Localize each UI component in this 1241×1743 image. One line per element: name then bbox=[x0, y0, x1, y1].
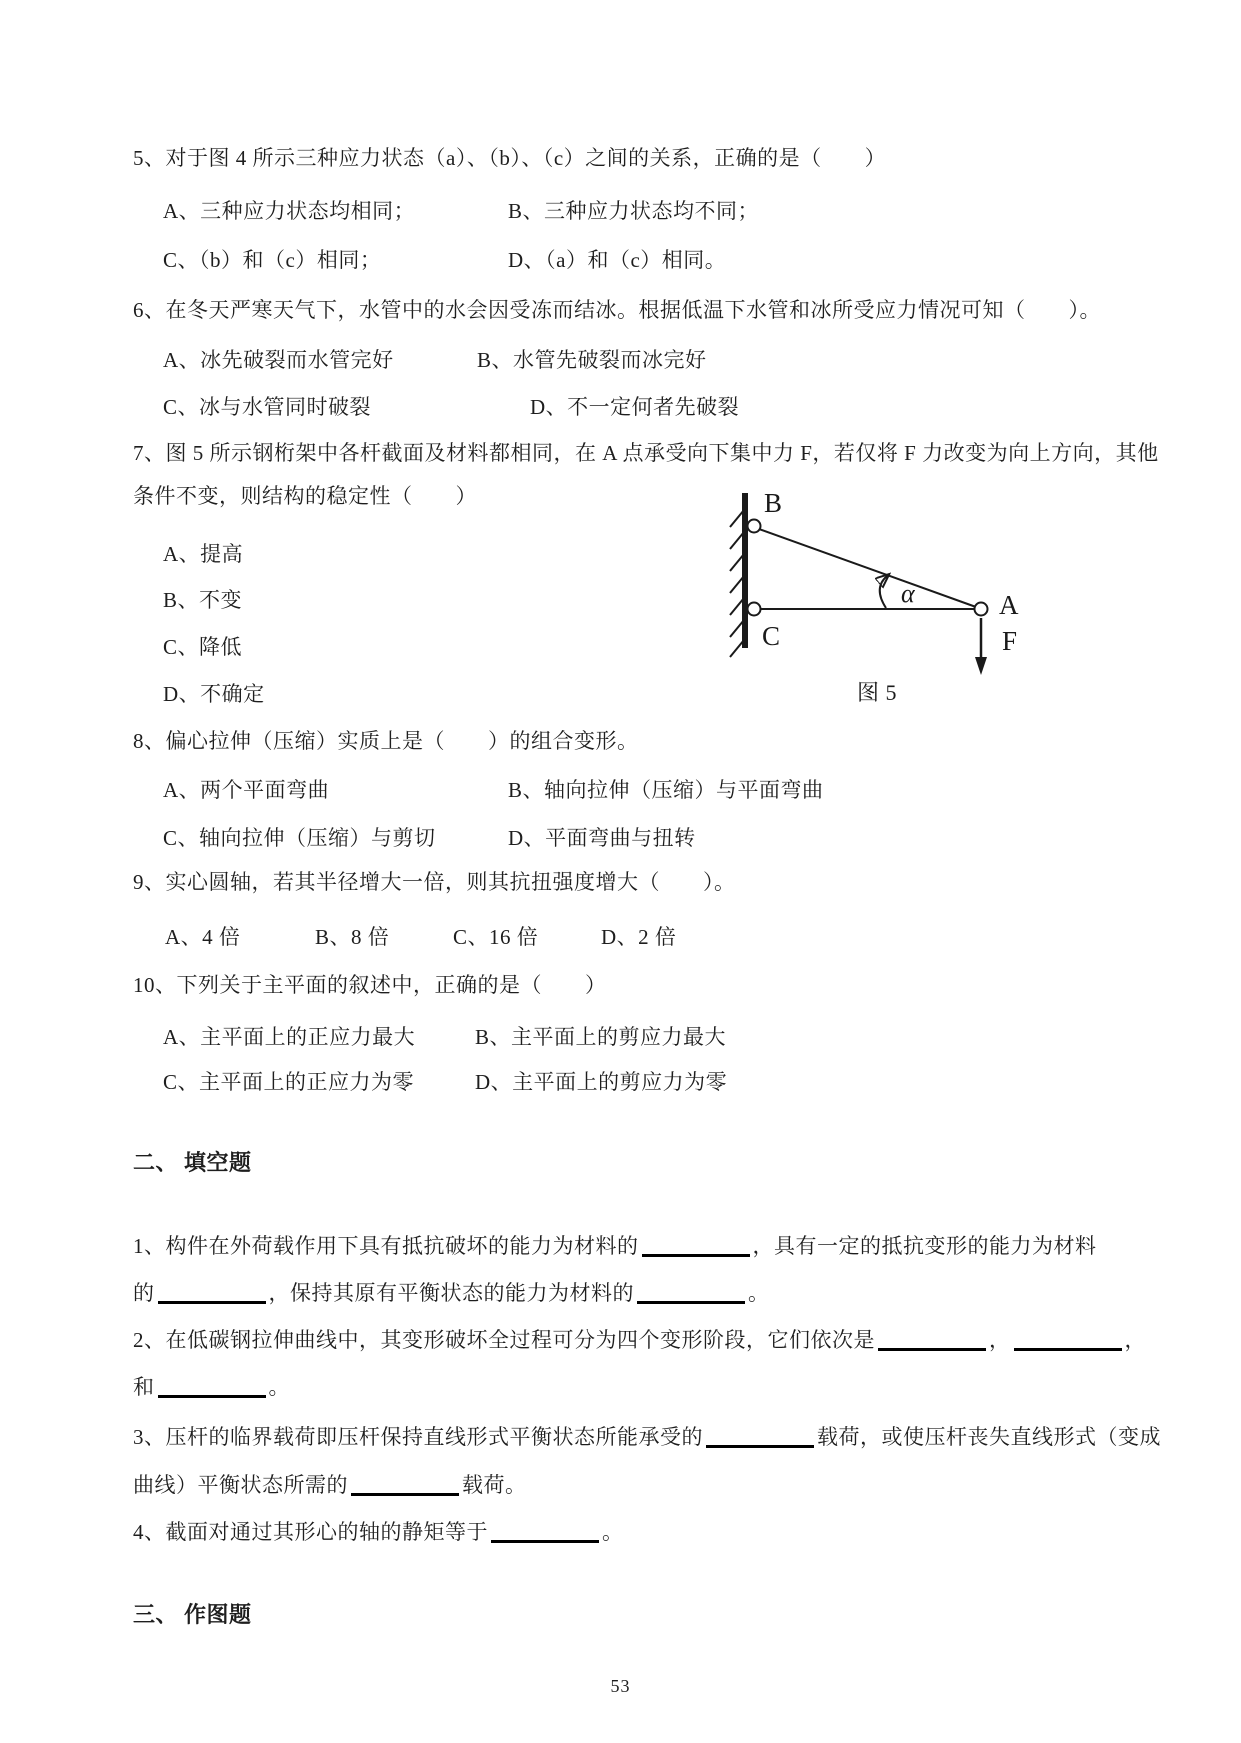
fill-q4-l1-text1: 4、截面对通过其形心的轴的静矩等于 bbox=[133, 1520, 488, 1544]
q10-option-b: B、主平面上的剪应力最大 bbox=[475, 1025, 727, 1049]
fill-q3-l2-text2: 载荷。 bbox=[462, 1473, 527, 1497]
q8-option-a: A、两个平面弯曲 bbox=[163, 778, 330, 802]
q9-option-b: B、8 倍 bbox=[315, 925, 390, 949]
q7-option-b: B、不变 bbox=[163, 588, 243, 612]
label-force-f: F bbox=[1002, 626, 1018, 656]
q10-option-a: A、主平面上的正应力最大 bbox=[163, 1025, 416, 1049]
q10-option-c: C、主平面上的正应力为零 bbox=[163, 1070, 415, 1094]
q6-option-c: C、冰与水管同时破裂 bbox=[163, 395, 372, 419]
fill-q2-l1-text3: ， bbox=[1124, 1328, 1146, 1352]
q8-option-c: C、轴向拉伸（压缩）与剪切 bbox=[163, 826, 436, 850]
fill-q1-l1-text1: 1、构件在外荷载作用下具有抵抗破坏的能力为材料的 bbox=[133, 1234, 639, 1258]
q8-stem: 8、偏心拉伸（压缩）实质上是（ ）的组合变形。 bbox=[133, 729, 639, 753]
wall-hatch-marks bbox=[730, 510, 744, 657]
blank-line bbox=[642, 1252, 750, 1257]
section-heading-fill: 二、 填空题 bbox=[133, 1150, 252, 1175]
fill-q2-line2 bbox=[133, 1375, 290, 1400]
fill-q3-line1 bbox=[133, 1425, 1161, 1450]
blank-line bbox=[878, 1346, 986, 1351]
fill-q3-line2 bbox=[133, 1473, 527, 1498]
q5-option-b: B、三种应力状态均不同； bbox=[508, 199, 760, 223]
q9-option-c: C、16 倍 bbox=[453, 925, 539, 949]
pin-b bbox=[748, 520, 761, 533]
q10-stem: 10、下列关于主平面的叙述中，正确的是（ ） bbox=[133, 973, 607, 997]
fill-q3-l1-text2: 载荷，或使压杆丧失直线形式（变成 bbox=[817, 1425, 1161, 1449]
blank-line bbox=[706, 1443, 814, 1448]
fill-q3-l2-text1: 曲线）平衡状态所需的 bbox=[133, 1473, 348, 1497]
q7-stem-line1: 7、图 5 所示钢桁架中各杆截面及材料都相同，在 A 点承受向下集中力 F，若仅将 F 力改变为向上方向，其他 bbox=[133, 441, 1159, 465]
fill-q2-line1 bbox=[133, 1328, 1146, 1353]
q7-option-c: C、降低 bbox=[163, 635, 243, 659]
fill-q4-line1 bbox=[133, 1520, 624, 1545]
fill-q1-l2-text3: 。 bbox=[748, 1281, 770, 1305]
fill-q1-line1 bbox=[133, 1234, 1097, 1259]
fill-q2-l1-text2: ， bbox=[989, 1328, 1011, 1352]
blank-line bbox=[351, 1491, 459, 1496]
label-angle-alpha: α bbox=[901, 579, 916, 608]
member-ba bbox=[759, 529, 976, 607]
q7-stem-line2: 条件不变，则结构的稳定性（ ） bbox=[133, 484, 477, 508]
fill-q2-l2-text2: 。 bbox=[268, 1375, 290, 1399]
q9-stem: 9、实心圆轴，若其半径增大一倍，则其抗扭强度增大（ ）。 bbox=[133, 870, 736, 894]
q6-option-b: B、水管先破裂而冰完好 bbox=[477, 348, 707, 372]
q5-option-c: C、（b）和（c）相同； bbox=[163, 248, 382, 272]
page-number: 53 bbox=[610, 1676, 631, 1696]
blank-line bbox=[491, 1538, 599, 1543]
figure-caption: 图 5 bbox=[857, 680, 898, 705]
fill-q2-l2-text1: 和 bbox=[133, 1375, 155, 1399]
pin-a bbox=[975, 603, 988, 616]
fill-q1-l1-text2: ，具有一定的抵抗变形的能力为材料 bbox=[752, 1234, 1097, 1258]
fill-q1-line2 bbox=[133, 1281, 770, 1306]
q6-option-a: A、冰先破裂而水管完好 bbox=[163, 348, 394, 372]
q6-option-d: D、不一定何者先破裂 bbox=[530, 395, 740, 419]
q8-option-d: D、平面弯曲与扭转 bbox=[508, 826, 696, 850]
fill-q1-l2-text1: 的 bbox=[133, 1281, 155, 1305]
force-arrowhead bbox=[975, 657, 987, 675]
blank-line bbox=[1014, 1346, 1122, 1351]
q7-option-d: D、不确定 bbox=[163, 682, 265, 706]
fill-q1-l2-text2: ，保持其原有平衡状态的能力为材料的 bbox=[268, 1281, 634, 1305]
q9-option-a: A、4 倍 bbox=[165, 925, 241, 949]
figure-5-truss-diagram bbox=[700, 468, 1040, 718]
q5-option-a: A、三种应力状态均相同； bbox=[163, 199, 416, 223]
fill-q2-l1-text1: 2、在低碳钢拉伸曲线中，其变形破坏全过程可分为四个变形阶段，它们依次是 bbox=[133, 1328, 875, 1352]
fill-q4-l1-text2: 。 bbox=[602, 1520, 624, 1544]
q10-option-d: D、主平面上的剪应力为零 bbox=[475, 1070, 728, 1094]
q5-stem: 5、对于图 4 所示三种应力状态（a）、（b）、（c）之间的关系，正确的是（ ） bbox=[133, 146, 887, 170]
q7-option-a: A、提高 bbox=[163, 542, 244, 566]
q8-option-b: B、轴向拉伸（压缩）与平面弯曲 bbox=[508, 778, 824, 802]
q5-option-d: D、（a）和（c）相同。 bbox=[508, 248, 727, 272]
blank-line bbox=[637, 1299, 745, 1304]
label-joint-b: B bbox=[764, 488, 783, 518]
label-joint-a: A bbox=[999, 590, 1019, 620]
pin-c bbox=[748, 603, 761, 616]
q9-option-d: D、2 倍 bbox=[601, 925, 677, 949]
blank-line bbox=[158, 1299, 266, 1304]
section-heading-drawing: 三、 作图题 bbox=[133, 1602, 252, 1627]
q6-stem: 6、在冬天严寒天气下，水管中的水会因受冻而结冰。根据低温下水管和冰所受应力情况可知（ ）。 bbox=[133, 298, 1101, 322]
label-joint-c: C bbox=[762, 621, 781, 651]
blank-line bbox=[158, 1393, 266, 1398]
fill-q3-l1-text1: 3、压杆的临界载荷即压杆保持直线形式平衡状态所能承受的 bbox=[133, 1425, 703, 1449]
angle-arc-arrow bbox=[880, 576, 887, 608]
